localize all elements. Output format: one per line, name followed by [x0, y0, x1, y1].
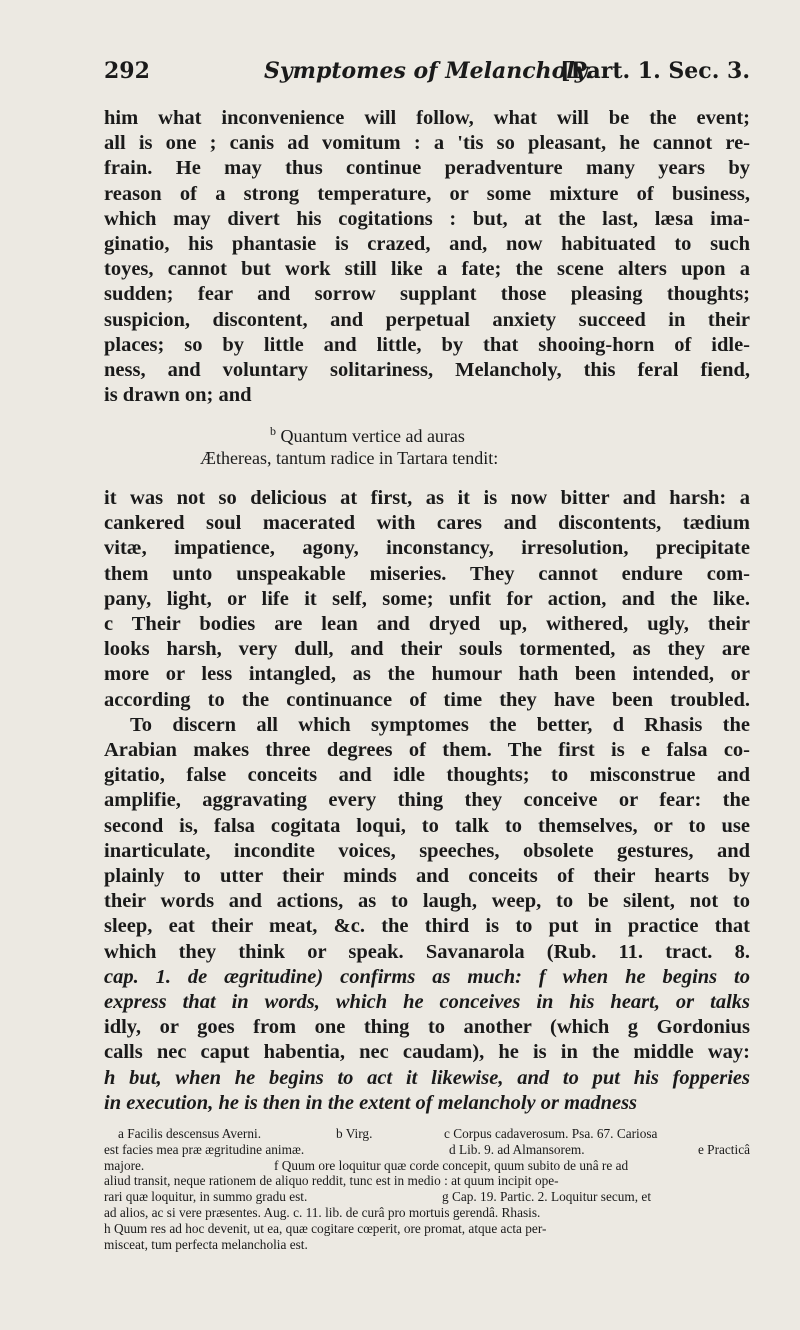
text-line: it was not so delicious at first, as it is now bitter and harsh: a [104, 487, 750, 509]
footnote-g: g Cap. 19. Partic. 2. Loquitur secum, et [442, 1189, 652, 1205]
verse-line-1-text: Quantum vertice ad auras [280, 426, 465, 446]
footnote-c: c Corpus cadaverosum. Psa. 67. Cariosa [444, 1126, 658, 1141]
text-line: more or less intangled, as the humour hath been intended, or [104, 663, 750, 686]
footnote-d: d Lib. 9. ad Almansorem. [449, 1141, 585, 1157]
footnote-row [104, 1126, 750, 1142]
text-line: cankered soul macerated with cares and discontents, tædium [104, 512, 750, 535]
text-line: sudden; fear and sorrow supplant those pleasing thoughts; [104, 283, 750, 306]
text-line: is drawn on; and [104, 384, 252, 407]
text-line: their words and actions, as to laugh, weep, to be silent, not to [104, 890, 750, 913]
text-line: frain. He may thus continue peradventure many years by [104, 157, 750, 180]
footnotes [104, 1126, 750, 1252]
footnote-b: b Virg. [336, 1126, 373, 1141]
text-line: reason of a strong temperature, or some mixture of business, [104, 182, 750, 205]
text-line: in execution, he is then in the extent of melancholy or madness [104, 1091, 638, 1114]
footnote-h: h Quum res ad hoc devenit, ut ea, quæ cogitare cœperit, ore promat, atque acta per- [104, 1220, 547, 1236]
paragraph-2-and-3 [104, 486, 750, 1116]
running-title: Symptomes of Melancholy. [264, 58, 593, 84]
text-line: ness, and voluntary solitariness, Melancholy, this feral fiend, [104, 359, 750, 382]
text-line: sleep, eat their meat, &c. the third is to put in practice that [104, 915, 750, 938]
text-line: h but, when he begins to act it likewise, and to put his fopperies [104, 1066, 750, 1089]
footnote-e-cont: majore. [104, 1157, 145, 1173]
text-line: looks harsh, very dull, and their souls tormented, as they are [104, 638, 750, 661]
text-line: gitatio, false conceits and idle thoughts; to misconstrue and [104, 764, 750, 787]
text-line: pany, light, or life it self, some; unfit for action, and the like. [104, 587, 750, 610]
footnote-row [104, 1142, 750, 1158]
text-line: Arabian makes three degrees of them. The first is e falsa co- [104, 739, 750, 762]
verse-line-2: Æthereas, tantum radice in Tartara tendit: [200, 448, 499, 468]
text-line: To discern all which symptomes the better, d Rhasis the [130, 713, 750, 736]
text-line: inarticulate, incondite voices, speeches, obsolete gestures, and [104, 839, 750, 862]
footnote-f-end: rari quæ loquitur, in summo gradu est. [104, 1189, 308, 1205]
footnote-f-cont: aliud transit, neque rationem de aliquo reddit, tunc est in medio : at quum incipit ope- [104, 1173, 559, 1189]
text-line: c Their bodies are lean and dryed up, withered, ugly, their [104, 613, 750, 636]
text-line: them unto unspeakable miseries. They cannot endure com- [104, 562, 750, 585]
footnote-c-cont: est facies mea præ ægritudine animæ. [104, 1141, 305, 1157]
footnote-f: f Quum ore loquitur quæ corde concepit, quum subito de unâ re ad [274, 1157, 629, 1173]
text-line: idly, or goes from one thing to another (which g Gordonius [104, 1016, 750, 1039]
text-line: calls nec caput habentia, nec caudam), he is in the middle way: [104, 1041, 750, 1064]
running-header [104, 58, 750, 92]
verse-line-1 [270, 425, 465, 447]
text-line: second is, falsa cogitata loqui, to talk to themselves, or to use [104, 814, 750, 837]
footnote-row [104, 1158, 750, 1174]
page-number: 292 [104, 58, 150, 84]
text-line: cap. 1. de ægritudine) confirms as much: f when he begins to [104, 965, 750, 988]
footnote-mark: b [270, 424, 276, 438]
text-line: which may divert his cogitations : but, at the last, læsa ima- [104, 207, 750, 230]
footnote-g-cont: ad alios, ac si vere præsentes. Aug. c. 11. lib. de curâ pro mortuis gerendâ. Rhasis. [104, 1204, 541, 1220]
text-line: places; so by little and little, by that shooing-horn of idle- [104, 333, 750, 356]
footnote-a: a Facilis descensus Averni. [118, 1126, 262, 1141]
section-marker: [Part. 1. Sec. 3. [560, 58, 750, 84]
text-line: him what inconvenience will follow, what will be the event; [104, 107, 750, 129]
text-line: suspicion, discontent, and perpetual anxiety succeed in their [104, 308, 750, 331]
footnote-h-cont: misceat, tum perfecta melancholia est. [104, 1236, 308, 1252]
text-line: according to the continuance of time they have been troubled. [104, 688, 750, 711]
text-line: vitæ, impatience, agony, inconstancy, irresolution, precipitate [104, 537, 750, 560]
text-line: amplifie, aggravating every thing they conceive or fear: the [104, 789, 750, 812]
text-line: ginatio, his phantasie is crazed, and, now habituated to such [104, 233, 750, 256]
footnote-e: e Practicâ [697, 1141, 750, 1157]
text-line: express that in words, which he conceives in his heart, or talks [104, 991, 750, 1014]
text-line: all is one ; canis ad vomitum : a 'tis so pleasant, he cannot re- [104, 132, 750, 155]
text-line: plainly to utter their minds and conceits of their hearts by [104, 865, 750, 888]
text-line: which they think or speak. Savanarola (Rub. 11. tract. 8. [104, 940, 750, 963]
text-line: toyes, cannot but work still like a fate; the scene alters upon a [104, 258, 750, 281]
paragraph-1 [104, 106, 750, 408]
footnote-row [104, 1189, 750, 1205]
